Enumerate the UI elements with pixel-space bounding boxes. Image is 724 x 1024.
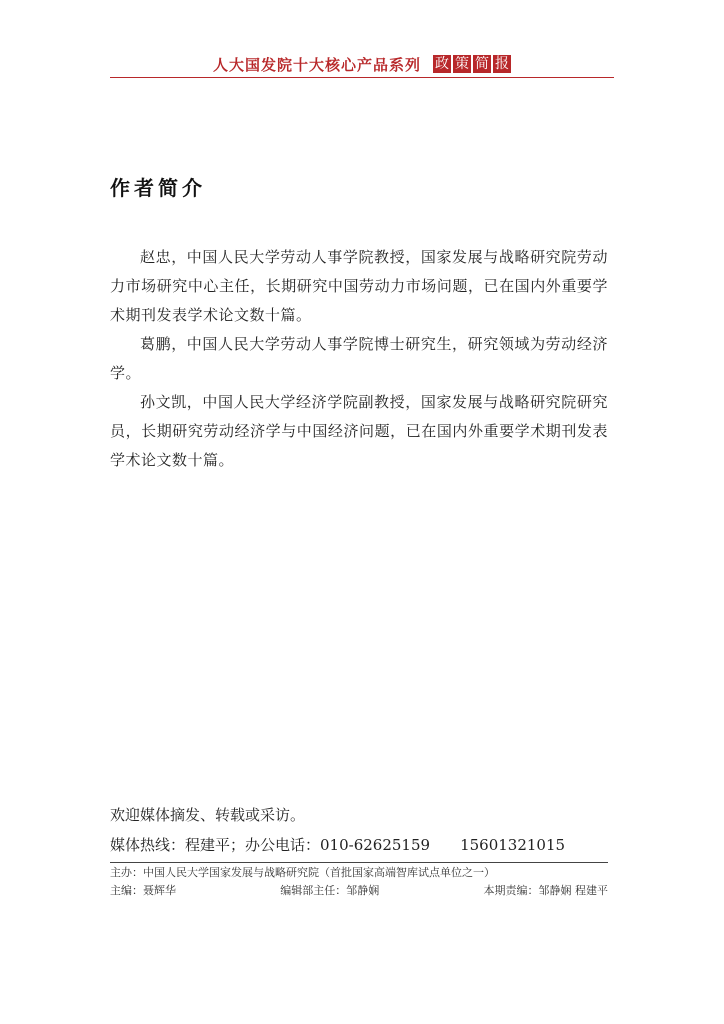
- mobile-phone: 15601321015: [460, 836, 566, 854]
- footer-divider: [110, 862, 608, 863]
- editors-line: [110, 882, 608, 900]
- office-phone: 010-62625159: [320, 836, 431, 854]
- author-bio-ge: 葛鹏，中国人民大学劳动人事学院博士研究生，研究领域为劳动经济学。: [110, 335, 608, 382]
- report-name-boxes: [433, 55, 511, 73]
- sponsor-line: 主办：中国人民大学国家发展与战略研究院（首批国家高端智库试点单位之一）: [110, 866, 495, 879]
- section-title: 作者简介: [110, 176, 206, 200]
- media-contact: [110, 800, 608, 860]
- author-bio-sun: 孙文凯，中国人民大学经济学院副教授，国家发展与战略研究院研究员，长期研究劳动经济学与中国经济问题，已在国内外重要学术期刊发表学术论文数十篇。: [110, 393, 608, 469]
- report-name-char: 政: [435, 56, 449, 72]
- report-name-char: 简: [475, 56, 489, 72]
- author-bio-zhao: 赵忠，中国人民大学劳动人事学院教授，国家发展与战略研究院劳动力市场研究中心主任，长期研究中国劳动力市场问题，已在国内外重要学术期刊发表学术论文数十篇。: [110, 248, 608, 324]
- page-header: [110, 50, 614, 78]
- hotline-line: [110, 830, 608, 860]
- hotline-label: 媒体热线：程建平；办公电话：: [110, 836, 321, 854]
- report-name-char: 报: [495, 56, 509, 72]
- page-footer: [110, 864, 608, 900]
- author-bios: [110, 243, 608, 475]
- media-welcome: 欢迎媒体摘发、转载或采访。: [110, 806, 306, 824]
- report-name-char: 策: [455, 56, 469, 72]
- header-divider: [110, 77, 614, 78]
- series-title: 人大国发院十大核心产品系列: [212, 55, 421, 74]
- editorial-director: 编辑部主任：邹静娴: [280, 884, 380, 897]
- editor-in-chief: 主编：聂辉华: [110, 884, 176, 897]
- issue-editors: 本期责编：邹静娴 程建平: [483, 884, 608, 897]
